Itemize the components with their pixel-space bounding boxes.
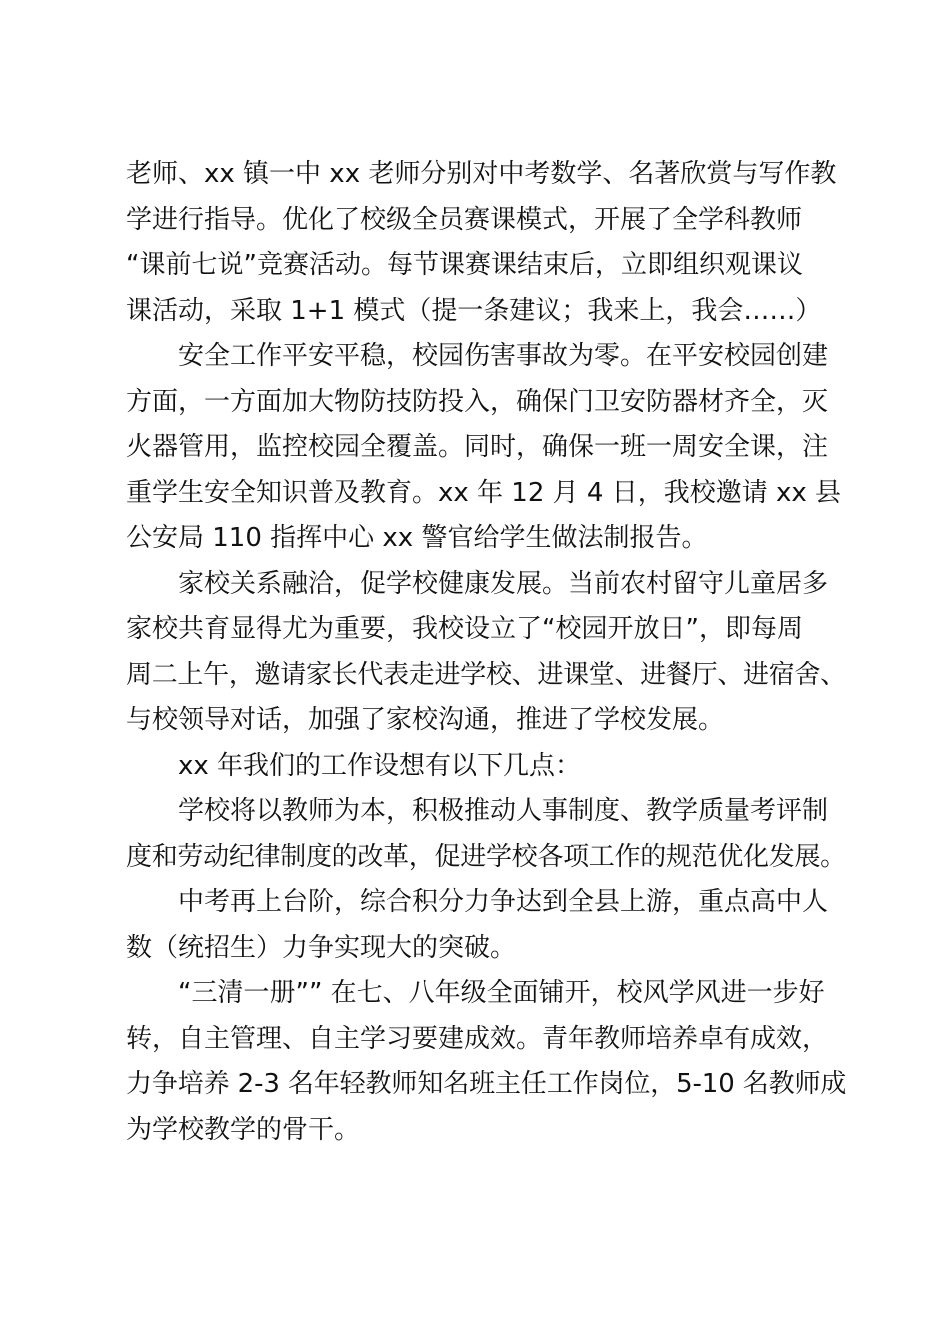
text-line: 家校共育显得尤为重要，我校设立了“校园开放日”，即每周 <box>126 614 803 644</box>
text-line: 课活动，采取 1+1 模式（提一条建议；我来上，我会……） <box>126 295 822 326</box>
document-body <box>126 152 846 1153</box>
text-line: 周二上午，邀请家长代表走进学校、进课堂、进餐厅、进宿舍、 <box>126 659 846 690</box>
text-line: 老师、xx 镇一中 xx 老师分别对中考数学、名著欣赏与写作教 <box>126 159 837 189</box>
text-line: 中考再上台阶，综合积分力争达到全县上游，重点高中人 <box>178 887 829 917</box>
text-line: 学校将以教师为本，积极推动人事制度、教学质量考评制 <box>178 796 829 826</box>
text-line: 方面，一方面加大物防技防投入，确保门卫安防器材齐全，灭 <box>126 386 829 417</box>
text-line: 学进行指导。优化了校级全员赛课模式，开展了全学科教师 <box>126 204 803 235</box>
text-line: 为学校教学的骨干。 <box>126 1114 361 1145</box>
text-line: 力争培养 2-3 名年轻教师知名班主任工作岗位，5-10 名教师成 <box>126 1069 847 1099</box>
text-line: 转，自主管理、自主学习要建成效。青年教师培养卓有成效， <box>126 1023 829 1054</box>
text-line: 与校领导对话，加强了家校沟通，推进了学校发展。 <box>126 705 725 735</box>
text-line: “三清一册”” 在七、八年级全面铺开，校风学风进一步好 <box>178 978 825 1008</box>
text-line: 公安局 110 指挥中心 xx 警官给学生做法制报告。 <box>126 523 708 553</box>
text-line: 安全工作平安平稳，校园伤害事故为零。在平安校园创建 <box>178 341 829 371</box>
text-line: xx 年我们的工作设想有以下几点： <box>178 750 582 781</box>
text-line: 家校关系融洽，促学校健康发展。当前农村留守儿童居多 <box>178 568 829 599</box>
text-line: 度和劳动纪律制度的改革，促进学校各项工作的规范优化发展。 <box>126 841 846 872</box>
text-line: “课前七说”竞赛活动。每节课赛课结束后，立即组织观课议 <box>126 250 803 280</box>
text-line: 数（统招生）力争实现大的突破。 <box>126 932 517 963</box>
text-line: 火器管用，监控校园全覆盖。同时，确保一班一周安全课，注 <box>126 432 829 462</box>
text-line: 重学生安全知识普及教育。xx 年 12 月 4 日，我校邀请 xx 县 <box>126 477 842 508</box>
